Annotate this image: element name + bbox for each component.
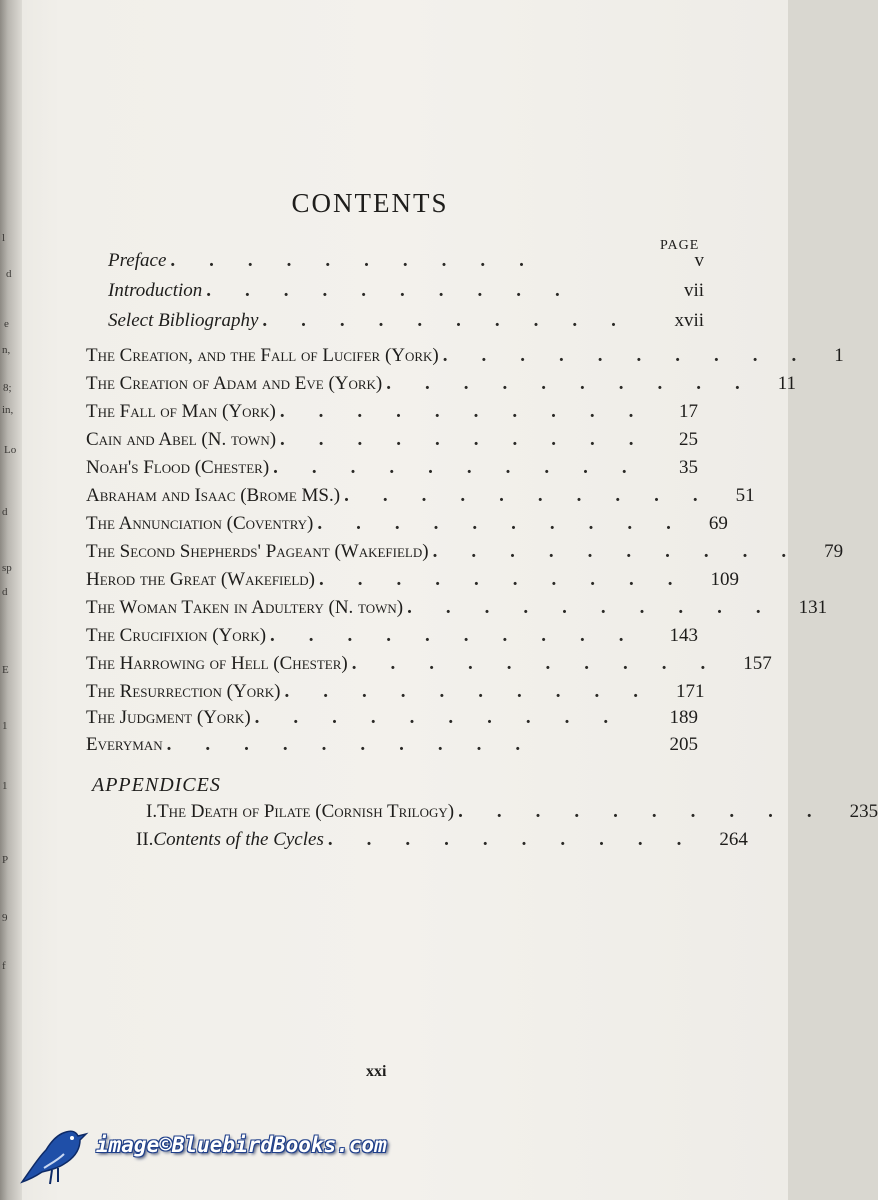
watermark	[14, 1110, 434, 1190]
toc-entry-play[interactable]	[86, 734, 698, 760]
page-column-header: PAGE	[660, 238, 700, 253]
toc-entry-label: The Resurrection (York)	[86, 681, 281, 702]
toc-entry-label: Contents of the Cycles	[153, 829, 324, 850]
toc-entry-label: The Death of Pilate (Cornish Trilogy)	[157, 801, 455, 822]
toc-entry-page: 171	[676, 681, 705, 702]
leader-dots: ..........	[270, 625, 658, 646]
toc-entry-page: 17	[679, 401, 698, 422]
toc-entry-label: Abraham and Isaac (Brome MS.)	[86, 485, 341, 506]
appendices-heading: APPENDICES	[92, 774, 221, 796]
leader-dots: ..........	[254, 707, 643, 728]
toc-entry-label: The Crucifixion (York)	[86, 625, 267, 646]
toc-entry-play[interactable]	[86, 541, 844, 567]
toc-entry-page: 264	[719, 829, 748, 850]
toc-entry-page: 143	[669, 625, 698, 646]
leader-dots: ..........	[344, 485, 732, 506]
leader-dots: ..........	[166, 734, 555, 755]
leader-dots: ..........	[206, 280, 594, 301]
leader-dots: ..........	[279, 401, 668, 422]
toc-entry-play[interactable]	[86, 569, 739, 595]
leader-dots: ..........	[273, 457, 661, 478]
toc-entry-appendix[interactable]	[136, 829, 748, 855]
toc-entry-play[interactable]	[86, 653, 772, 679]
leader-dots: ..........	[458, 801, 846, 822]
toc-entry-label: The Second Shepherds' Pageant (Wakefield)	[86, 541, 429, 562]
toc-entry-play[interactable]	[86, 401, 698, 427]
toc-entry-label: Introduction	[108, 280, 203, 301]
toc-entry-page: 109	[710, 569, 739, 590]
leader-dots: ..........	[262, 310, 650, 331]
toc-entry-page: 11	[777, 373, 797, 394]
toc-entry-page: 189	[669, 707, 698, 728]
toc-entry-page: 35	[679, 457, 698, 478]
leader-dots: ..........	[386, 373, 774, 394]
toc-entry-page: vii	[683, 280, 704, 301]
leader-dots: ..........	[280, 429, 668, 450]
leader-dots: ..........	[170, 250, 558, 271]
toc-entry-preface[interactable]	[108, 250, 704, 276]
toc-entry-label: Everyman	[86, 734, 163, 755]
toc-entry-page: 51	[735, 485, 755, 506]
leader-dots: ..........	[432, 541, 821, 562]
toc-entry-label: Herod the Great (Wakefield)	[86, 569, 315, 590]
toc-entry-page: 79	[824, 541, 844, 562]
toc-entry-page: 69	[708, 513, 728, 534]
toc-entry-play[interactable]	[86, 345, 844, 371]
toc-entry-label: Noah's Flood (Chester)	[86, 457, 270, 478]
toc-entry-label: Preface	[108, 250, 167, 271]
toc-entry-appendix[interactable]	[146, 801, 878, 827]
leader-dots: ..........	[351, 653, 740, 674]
toc-entry-page: 157	[743, 653, 772, 674]
leader-dots: ..........	[407, 597, 795, 618]
toc-entry-label: The Annunciation (Coventry)	[86, 513, 314, 534]
toc-entry-page: 25	[679, 429, 698, 450]
toc-entry-play[interactable]	[86, 513, 728, 539]
appendix-numeral: II.	[136, 829, 154, 850]
toc-entry-play[interactable]	[86, 707, 698, 733]
toc-entry-label: The Judgment (York)	[86, 707, 251, 728]
leader-dots: ..........	[327, 829, 716, 850]
toc-entry-page: 205	[669, 734, 698, 755]
toc-entry-play[interactable]	[86, 681, 705, 707]
page-folio: xxi	[366, 1063, 387, 1080]
toc-entry-label: The Creation, and the Fall of Lucifer (York)	[86, 345, 439, 366]
toc-entry-page: 235	[849, 801, 878, 822]
toc-entry-label: The Harrowing of Hell (Chester)	[86, 653, 348, 674]
toc-entry-introduction[interactable]	[108, 280, 704, 306]
leader-dots: ..........	[318, 569, 707, 590]
toc-entry-label: Select Bibliography	[108, 310, 259, 331]
toc-entry-page: xvii	[674, 310, 704, 331]
page-title: CONTENTS	[291, 188, 449, 218]
toc-entry-play[interactable]	[86, 457, 698, 483]
toc-entry-play[interactable]	[86, 373, 797, 399]
appendix-numeral: I.	[146, 801, 158, 822]
toc-entry-label: The Woman Taken in Adultery (N. town)	[86, 597, 404, 618]
toc-entry-label: Cain and Abel (N. town)	[86, 429, 277, 450]
toc-entry-play[interactable]	[86, 625, 698, 651]
toc-entry-select-bibliography[interactable]	[108, 310, 704, 336]
toc-entry-page: 1	[834, 345, 844, 366]
toc-entry-page: v	[694, 250, 704, 271]
leader-dots: ..........	[317, 513, 705, 534]
toc-entry-play[interactable]	[86, 597, 828, 623]
watermark-text: image©BluebirdBooks.com	[96, 1133, 387, 1157]
leader-dots: ..........	[284, 681, 672, 702]
toc-entry-page: 131	[798, 597, 828, 618]
toc-entry-play[interactable]	[86, 485, 755, 511]
toc-entry-label: The Fall of Man (York)	[86, 401, 276, 422]
bluebird-logo-icon	[14, 1110, 94, 1190]
toc-entry-label: The Creation of Adam and Eve (York)	[86, 373, 383, 394]
leader-dots: ..........	[442, 345, 831, 366]
toc-entry-play[interactable]	[86, 429, 698, 455]
facing-page-edge: l d e n, 8; in, Lo d sp d E 1 1 P 9 f	[2, 232, 17, 972]
